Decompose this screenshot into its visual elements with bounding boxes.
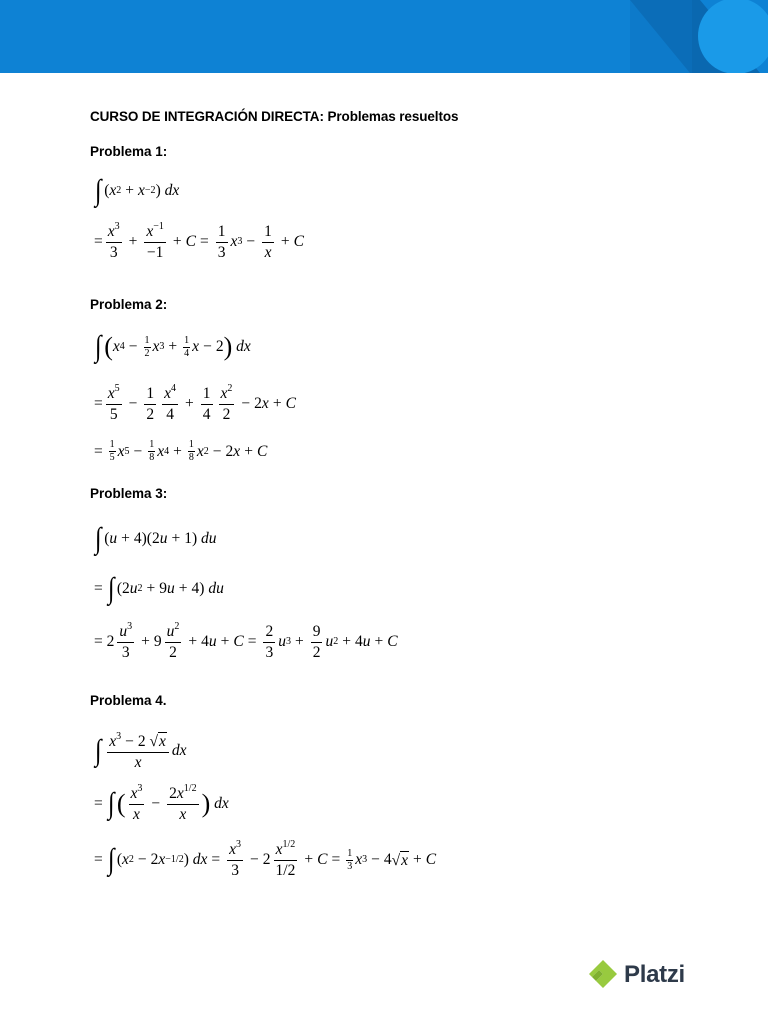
platzi-logo-icon [586, 958, 620, 992]
platzi-logo [586, 958, 685, 992]
problem-3-title: Problema 3: [90, 486, 168, 501]
header-banner [0, 0, 768, 73]
problem-1-title: Problema 1: [90, 144, 168, 159]
problem-2-title: Problema 2: [90, 297, 168, 312]
banner-decoration [0, 0, 768, 73]
page-title: CURSO DE INTEGRACIÓN DIRECTA: Problemas resueltos [90, 109, 459, 124]
problem-4-title: Problema 4. [90, 693, 167, 708]
platzi-logo-text: Platzi [624, 961, 685, 988]
